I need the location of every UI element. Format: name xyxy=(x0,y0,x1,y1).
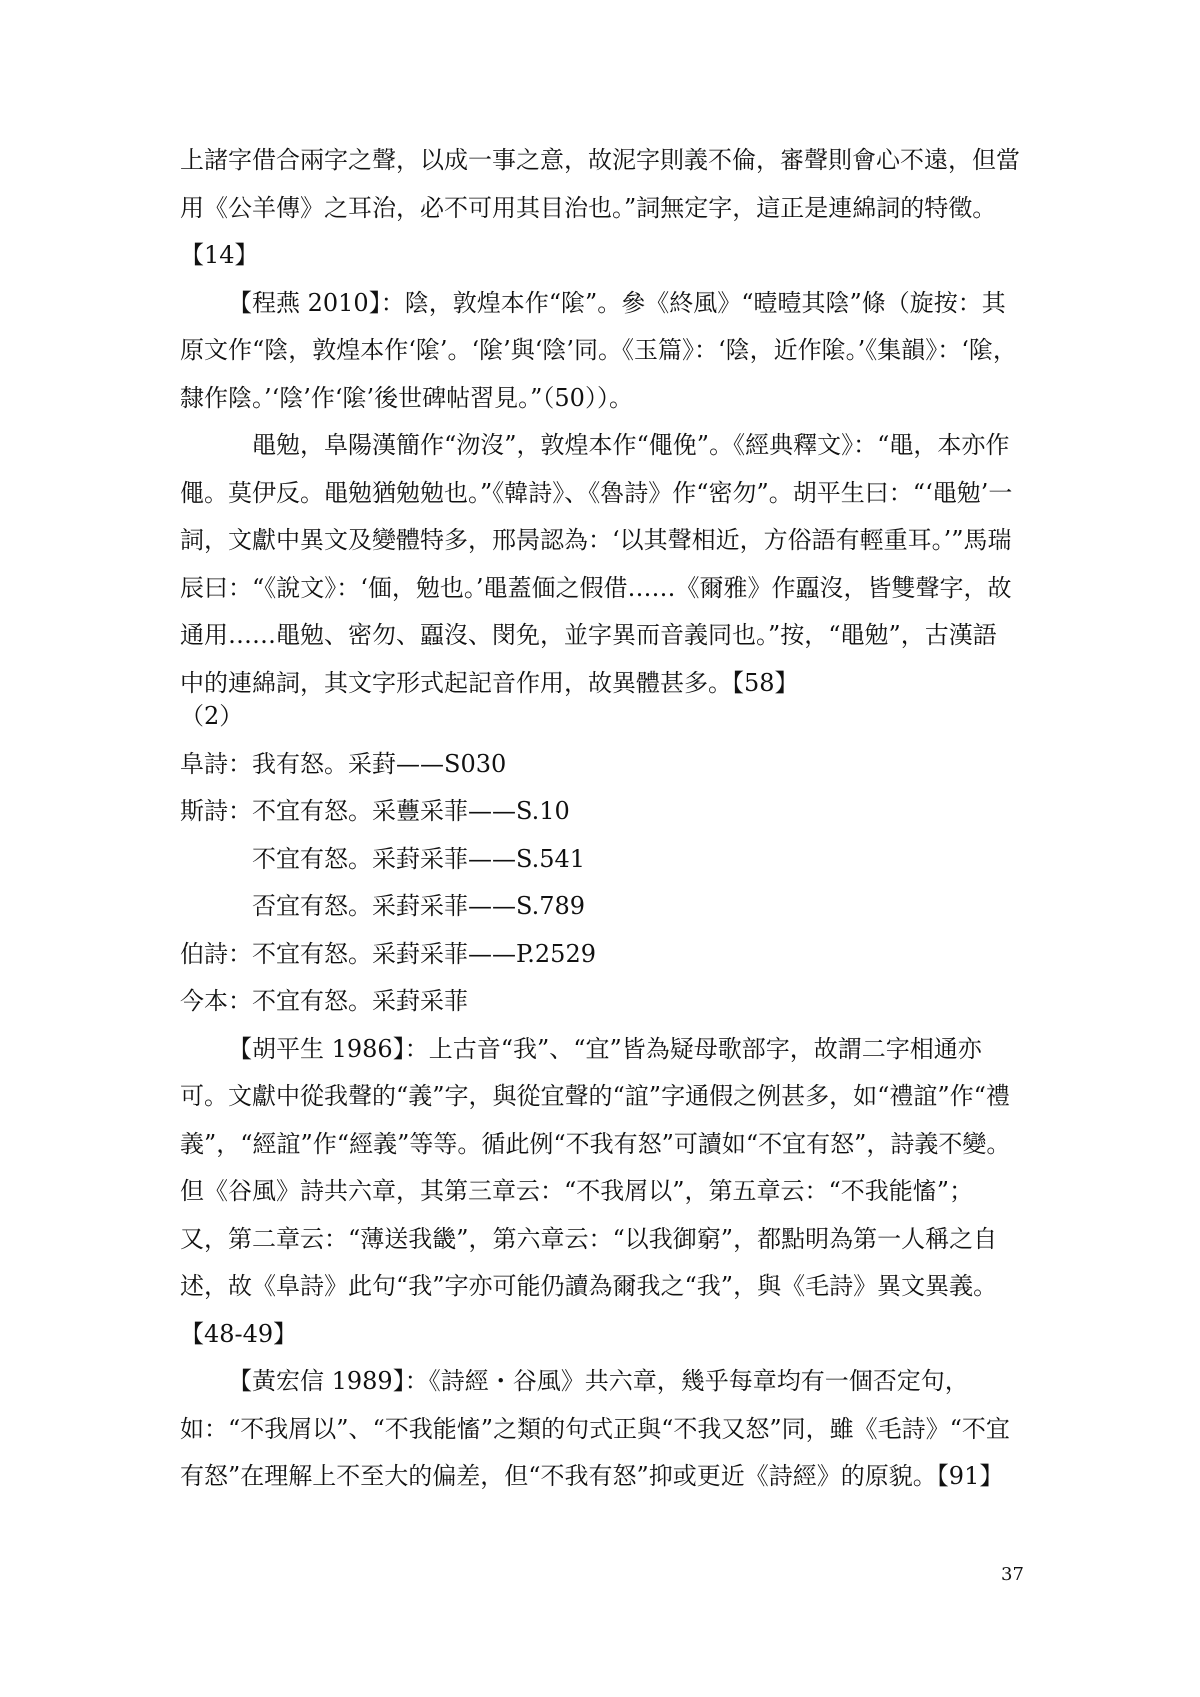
variant-line: 斯詩：不宜有怒。采蘴采菲——S.10 xyxy=(180,797,570,825)
paragraph-min-mian: 黽勉，阜陽漢簡作“沕沒”，敦煌本作“僶俛”。《經典釋文》：“黽，本亦作僶。莫伊反。黽勉猶勉勉也。”《韓詩》、《魯詩》作“密勿”。胡平生曰：“‘黽勉’一詞，文獻中異文及變體特多，邢昺認為：‘以其聲相近，方俗語有輕重耳。’”馬瑞辰曰：“《說文》：‘偭，勉也。’黽蓋偭之假借……《爾雅》作蠠沒，皆雙聲字，故通用……黽勉、密勿、蠠沒、閔免，並字異而音義同也。”按，“黽勉”，古漢語中的連綿詞，其文字形式起記音作用，故異體甚多。【58】 xyxy=(180,431,1013,697)
variant-line: 今本：不宜有怒。采葑采菲 xyxy=(180,987,468,1015)
paragraph-cheng-yan-2010: 【程燕 2010】：陰，敦煌本作“隂”。參《終風》“曀曀其陰”條（旋按：其原文作“陰，敦煌本作‘隂’。‘隂’與‘陰’同。《玉篇》：‘陰，近作隂。’《集韻》：‘隂，隸作陰。’‘陰’作‘隂’後世碑帖習見。”（50））。 xyxy=(180,288,1017,412)
section-label: （2） xyxy=(180,702,244,730)
variant-line: 伯詩：不宜有怒。采葑采菲——P.2529 xyxy=(180,939,596,968)
paragraph-huang-hongxin-1989: 【黃宏信 1989】：《詩經・谷風》共六章，幾乎每章均有一個否定句，如：“不我屑以”、“不我能慉”之類的句式正與“不我又怒”同，雖《毛詩》“不宜有怒”在理解上不至大的偏差，但“不我有怒”抑或更近《詩經》的原貌。【91】 xyxy=(180,1367,1010,1490)
variant-line: 不宜有怒。采葑采菲——S.541 xyxy=(252,844,586,873)
variant-line: 阜詩：我有怒。采葑——S030 xyxy=(180,749,507,778)
variant-line: 否宜有怒。采葑采菲——S.789 xyxy=(252,892,586,920)
paragraph-continuation: 上諸字借合兩字之聲，以成一事之意，故泥字則義不倫，審聲則會心不遠，但當用《公羊傳》之耳治，必不可用其目治也。”詞無定字，這正是連綿詞的特徵。【14】 xyxy=(180,146,1020,269)
text-block-bottom xyxy=(180,693,1020,1501)
paragraph-hu-pingsheng-1986: 【胡平生 1986】：上古音“我”、“宜”皆為疑母歌部字，故謂二字相通亦可。文獻中從我聲的“義”字，與從宜聲的“誼”字通假之例甚多，如“禮誼”作“禮義”，“經誼”作“經義”等等。循此例“不我有怒”可讀如“不宜有怒”，詩義不變。但《谷風》詩共六章，其第三章云：“不我屑以”，第五章云：“不我能慉”；又，第二章云：“薄送我畿”，第六章云：“以我御窮”，都點明為第一人稱之自述，故《阜詩》此句“我”字亦可能仍讀為爾我之“我”，與《毛詩》異文異義。【48-49】 xyxy=(180,1034,1011,1348)
text-block-top xyxy=(180,137,1020,707)
page-number: 37 xyxy=(1001,1564,1024,1585)
